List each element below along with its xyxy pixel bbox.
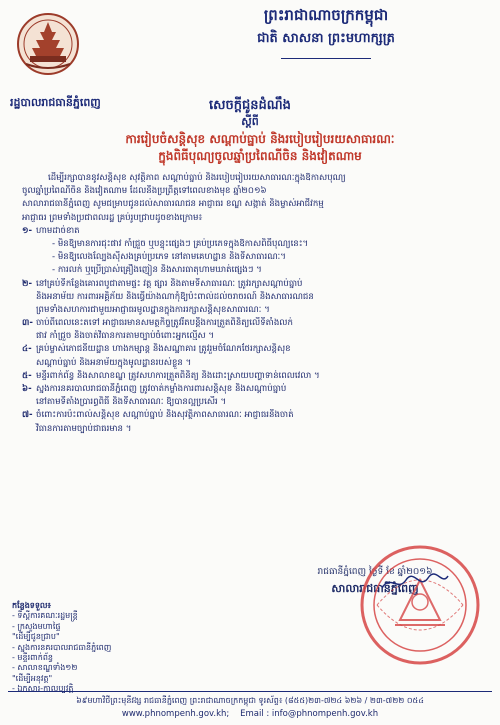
signer-title: សាលារាជធានីភ្នំពេញ <box>331 582 419 595</box>
distribution-item: - ស្នងការនគរបាលរាជធានីភ្នំពេញ <box>12 642 112 652</box>
item-text: - មិនឱ្យមានការជុះផាវ កាំជ្រួច ឬបន្ទុះផ្សេងៗ គ្រប់ប្រភេទក្នុងឱកាសពិធីបុណ្យនេះ។ <box>52 238 309 249</box>
item-number: ២- <box>22 278 33 289</box>
issuing-authority: រដ្ឋបាលរាជធានីភ្នំពេញ <box>10 96 101 109</box>
item-text: ស្នងការនគរបាលរាជធានីភ្នំពេញ ត្រូវចាត់កម្លាំងការពារសន្តិសុខ និងសណ្តាប់ធ្នាប់ <box>36 384 287 394</box>
distribution-item: - មន្ទីរពាក់ព័ន្ធ <box>12 653 53 663</box>
notice-body <box>22 172 480 436</box>
item-text: សណ្តាប់ធ្នាប់ និងអនាម័យក្នុងមូលដ្ឋានរបស់ខ្លួន ។ <box>36 357 192 368</box>
distribution-heading: កន្លែងទទួល៖ <box>12 601 52 610</box>
list-item <box>22 396 480 409</box>
list-item <box>22 370 480 383</box>
national-motto: ជាតិ សាសនា ព្រះមហាក្សត្រ <box>257 31 395 46</box>
item-number: ៧- <box>22 410 33 421</box>
footer-contact <box>0 709 500 719</box>
body-line: ចូលឆ្នាំប្រពៃណីចិន និងវៀតណាម ដែលនឹងប្រព្រឹត្តទៅពេលខាងមុខ ឆ្នាំ២០១៦ <box>22 186 267 197</box>
notice-about: ស្តីពី <box>241 115 259 128</box>
body-line: សាលារាជធានីភ្នំពេញ សូមជម្រាបជូនដល់សាធារណជន អាជ្ញាធរ ខណ្ឌ សង្កាត់ និងម្ចាស់អាជីវកម្ម <box>22 199 324 210</box>
item-text: - ការលក់ ឬប្រើប្រាស់គ្រឿងញៀន និងសារធាតុហាមឃាត់ផ្សេងៗ ។ <box>52 265 262 276</box>
notice-subject-line-2: ក្នុងពិធីបុណ្យចូលឆ្នាំប្រពៃណីចិន និងវៀតណាម <box>158 149 362 163</box>
body-line: ដើម្បីរក្សាបាននូវសន្តិសុខ សុវត្ថិភាព សណ្តាប់ធ្នាប់ និងរបៀបរៀបរយសាធារណៈក្នុងឱកាសបុណ្យ <box>48 173 346 183</box>
item-text: និងអនាម័យ ការពារអគ្គិភ័យ និងធ្វើយ៉ាងណាកុំឱ្យប៉ះពាល់ដល់ចរាចរណ៍ និងសាធារណជន <box>36 291 314 302</box>
list-item <box>22 423 480 436</box>
item-text: ហាមដាច់ខាត <box>36 225 80 236</box>
list-item <box>22 278 480 291</box>
item-number <box>22 291 36 304</box>
list-item <box>22 251 480 264</box>
footer-address: ៦៩មហាវិថីព្រះមុនីវង្ស រាជធានីភ្នំពេញ ព្រះរាជាណាចក្រកម្ពុជា ទូរស័ព្ទ៖ (៨៥៥)២៣-៧២៤ ៦២៦ / ២៣-៧២២ ០៥៤ <box>76 696 424 705</box>
document-header <box>176 6 476 59</box>
item-text: - មិនឱ្យលេងល្បែងស៊ីសងគ្រប់ប្រភេទ នៅតាមគេហដ្ឋាន និងទីសាធារណៈ។ <box>52 252 286 263</box>
kingdom-title: ព្រះរាជាណាចក្រកម្ពុជា <box>263 6 389 24</box>
footer-email-link[interactable]: Email : info@phnompenh.gov.kh <box>240 709 379 719</box>
notice-subject-line-1: ការរៀបចំសន្តិសុខ សណ្តាប់ធ្នាប់ និងរបៀបរៀបរយសាធារណៈ <box>125 132 395 146</box>
list-item <box>22 343 480 356</box>
item-text: នៅតាមទីតាំងប្រារព្ធពិធី និងទីសាធារណៈ ឱ្យបានល្អប្រសើរ ។ <box>36 397 227 408</box>
item-number <box>22 396 36 409</box>
header-ornament <box>281 52 371 59</box>
footer-divider <box>8 691 492 692</box>
distribution-list <box>12 601 202 695</box>
list-item <box>22 264 480 277</box>
distribution-item: - សាលាខណ្ឌទាំង១២ <box>12 663 78 673</box>
handwritten-signature-icon <box>380 572 450 594</box>
item-number <box>22 304 36 317</box>
item-number <box>22 357 36 370</box>
item-text: វិធានការតាមច្បាប់ជាធរមាន ។ <box>36 423 132 434</box>
item-text: ចាប់ពីពេលនេះតទៅ អាជ្ញាធរមានសមត្ថកិច្ចត្រូវរឹតបន្តឹងការត្រួតពិនិត្យលើទីតាំងលក់ <box>36 318 293 329</box>
distribution-item: "ដើម្បីជូនជ្រាប" <box>12 632 60 642</box>
item-text: ចំពោះការប៉ះពាល់សន្តិសុខ សណ្តាប់ធ្នាប់ និងសុវត្ថិភាពសាធារណៈ អាជ្ញាធរនឹងចាត់ <box>36 410 294 421</box>
list-item <box>22 291 480 304</box>
list-item <box>22 330 480 343</box>
distribution-item: - ឯកសារ-កាលប្បវត្តិ <box>12 684 74 694</box>
item-number: ១- <box>22 225 33 236</box>
list-item <box>22 383 480 396</box>
footer-website-link[interactable]: www.phnompenh.gov.kh; <box>121 709 230 719</box>
official-seal-icon <box>355 540 485 670</box>
item-text: ផាវ កាំជ្រួច និងចាត់វិធានការតាមច្បាប់ចំពោះអ្នកល្មើស ។ <box>36 331 215 342</box>
distribution-item: - ក្រសួងមហាផ្ទៃ <box>12 621 61 631</box>
item-number: ៤- <box>22 344 32 355</box>
list-item <box>22 357 480 370</box>
item-text: គ្រប់ម្ចាស់ភោជនីយដ្ឋាន ហាងកម្សាន្ត និងសណ្ឋាគារ ត្រូវរួមចំណែកថែរក្សាសន្តិសុខ <box>36 344 291 355</box>
item-text: នៅគ្រប់ទីកន្លែងគោរពបូជាតាមផ្ទះ វត្ត ផ្សារ និងតាមទីសាធារណៈ ត្រូវរក្សាសណ្តាប់ធ្នាប់ <box>36 278 303 289</box>
list-item <box>22 409 480 422</box>
list-item <box>22 225 480 238</box>
item-number: ៣- <box>22 318 33 329</box>
item-text: ព្រមទាំងសហការជាមួយអាជ្ញាធរមូលដ្ឋានក្នុងការរក្សាសន្តិសុខសាធារណៈ ។ <box>36 304 270 315</box>
distribution-item: - ទីស្តីការគណៈរដ្ឋមន្ត្រី <box>12 611 78 621</box>
item-number <box>22 423 36 436</box>
body-line: អាជ្ញាធរ ព្រមទាំងប្រជាពលរដ្ឋ គ្រប់រូបជ្រាបដូចខាងក្រោម៖ <box>22 212 203 223</box>
list-item <box>22 238 480 251</box>
item-number: ៦- <box>22 384 32 394</box>
item-number <box>22 330 36 343</box>
item-text: មន្ទីរពាក់ព័ន្ធ និងសាលាខណ្ឌ ត្រូវសហការត្រួតពិនិត្យ និងដោះស្រាយបញ្ហាទាន់ពេលវេលា ។ <box>36 370 320 381</box>
distribution-item: "ដើម្បីអនុវត្ត" <box>12 673 53 683</box>
notice-title: សេចក្តីជូនដំណឹង <box>209 98 291 113</box>
list-item <box>22 317 480 330</box>
phnom-penh-emblem-icon <box>16 12 80 76</box>
list-item <box>22 304 480 317</box>
item-number: ៥- <box>22 370 32 381</box>
date-line: រាជធានីភ្នំពេញ ថ្ងៃទី ខែ ឆ្នាំ២០១៦ <box>317 567 433 577</box>
